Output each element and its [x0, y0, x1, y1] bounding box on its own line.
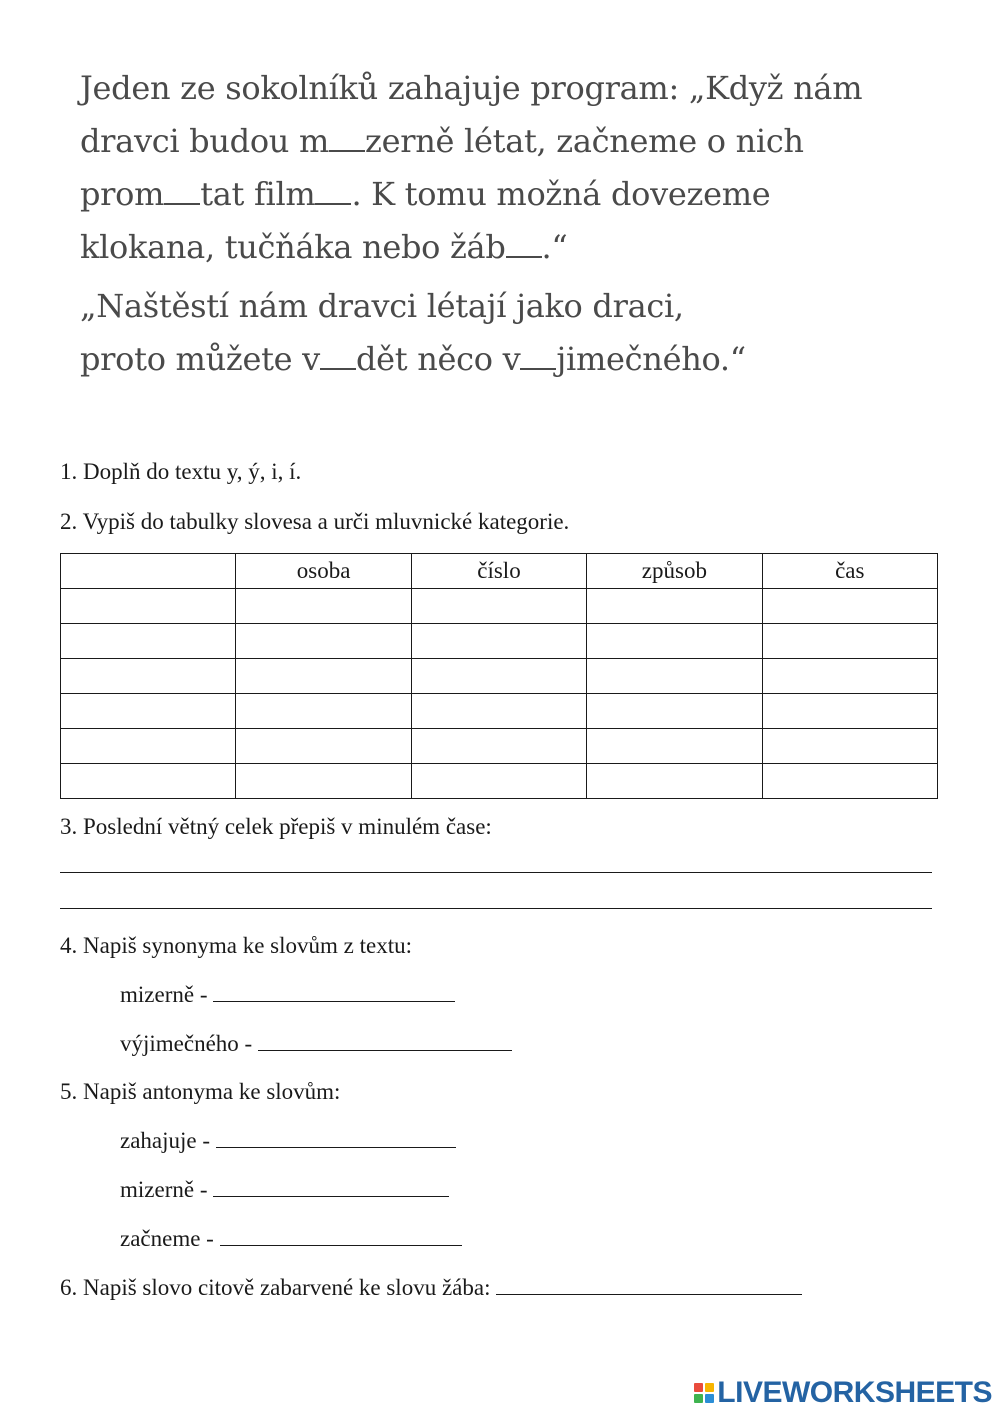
table-row: [61, 694, 938, 729]
table-cell[interactable]: [411, 764, 586, 799]
table-row: [61, 659, 938, 694]
table-cell[interactable]: [61, 624, 236, 659]
table-header-cislo: číslo: [411, 554, 586, 589]
table-header-zpusob: způsob: [587, 554, 762, 589]
answer-blank[interactable]: [213, 983, 455, 1002]
table-cell[interactable]: [411, 729, 586, 764]
table-cell[interactable]: [762, 694, 937, 729]
answer-line[interactable]: [60, 908, 932, 909]
table-row: [61, 764, 938, 799]
table-cell[interactable]: [587, 694, 762, 729]
task-6: [60, 1274, 802, 1302]
logo-square: [705, 1394, 714, 1403]
table-cell[interactable]: [61, 659, 236, 694]
logo-square: [694, 1383, 703, 1392]
table-cell[interactable]: [61, 729, 236, 764]
table-cell[interactable]: [587, 589, 762, 624]
passage-text: dět něco v: [355, 340, 521, 378]
verb-table: [60, 553, 938, 799]
table-cell[interactable]: [411, 589, 586, 624]
task-6-text: 6. Napiš slovo citově zabarvené ke slovu žába:: [60, 1275, 491, 1300]
table-cell[interactable]: [411, 694, 586, 729]
passage-text: jimečného.“: [556, 340, 746, 378]
passage-text: klokana, tučňáka nebo žáb: [80, 228, 506, 266]
passage-text: .“: [541, 228, 568, 266]
answer-blank[interactable]: [216, 1129, 456, 1148]
table-cell[interactable]: [61, 694, 236, 729]
table-cell[interactable]: [236, 589, 411, 624]
table-cell[interactable]: [762, 764, 937, 799]
fill-blank[interactable]: [315, 177, 351, 205]
fill-blank[interactable]: [329, 124, 365, 152]
synonym-word: mizerně -: [120, 982, 208, 1007]
table-header-cas: čas: [762, 554, 937, 589]
antonym-word: zahajuje -: [120, 1128, 211, 1153]
table-cell[interactable]: [762, 589, 937, 624]
fill-blank[interactable]: [320, 342, 356, 370]
table-cell[interactable]: [236, 624, 411, 659]
antonym-item: [120, 1225, 462, 1253]
table-header-osoba: osoba: [236, 554, 411, 589]
answer-blank[interactable]: [220, 1227, 462, 1246]
antonym-word: mizerně -: [120, 1177, 208, 1202]
table-cell[interactable]: [236, 729, 411, 764]
answer-blank[interactable]: [258, 1032, 512, 1051]
answer-blank[interactable]: [496, 1276, 802, 1295]
logo-square: [694, 1394, 703, 1403]
table-cell[interactable]: [762, 659, 937, 694]
fill-blank[interactable]: [520, 342, 556, 370]
logo-text: LIVEWORKSHEETS: [717, 1376, 992, 1409]
synonym-word: výjimečného -: [120, 1031, 253, 1056]
task-4: 4. Napiš synonyma ke slovům z textu:: [60, 933, 412, 958]
passage-paragraph-2: [80, 280, 960, 386]
table-header-row: [61, 554, 938, 589]
task-5: 5. Napiš antonyma ke slovům:: [60, 1079, 341, 1104]
table-cell[interactable]: [587, 624, 762, 659]
table-cell[interactable]: [411, 659, 586, 694]
table-cell[interactable]: [587, 764, 762, 799]
passage-paragraph-1: [80, 62, 960, 274]
synonym-item: [120, 1030, 512, 1058]
task-2: 2. Vypiš do tabulky slovesa a urči mluvnické kategorie.: [60, 509, 570, 534]
answer-blank[interactable]: [213, 1178, 449, 1197]
table-cell[interactable]: [587, 729, 762, 764]
liveworksheets-logo[interactable]: [694, 1377, 992, 1409]
passage-text: tat film: [200, 175, 316, 213]
passage-text: . K tomu možná dovezeme: [351, 175, 771, 213]
passage-text: dravci budou m: [80, 122, 330, 160]
synonym-item: [120, 981, 455, 1009]
task-1: 1. Doplň do textu y, ý, i, í.: [60, 459, 302, 484]
logo-square: [705, 1383, 714, 1392]
table-row: [61, 589, 938, 624]
table-cell[interactable]: [411, 624, 586, 659]
logo-mark-icon: [694, 1383, 714, 1403]
table-cell[interactable]: [236, 659, 411, 694]
antonym-item: [120, 1127, 456, 1155]
table-cell[interactable]: [762, 624, 937, 659]
table-row: [61, 624, 938, 659]
antonym-word: začneme -: [120, 1226, 214, 1251]
task-3: 3. Poslední větný celek přepiš v minulém čase:: [60, 814, 492, 839]
passage-line: Jeden ze sokolníků zahajuje program: „Když nám: [80, 69, 863, 107]
fill-blank[interactable]: [164, 177, 200, 205]
fill-blank[interactable]: [506, 230, 542, 258]
table-cell[interactable]: [61, 764, 236, 799]
table-cell[interactable]: [587, 659, 762, 694]
passage-text: prom: [80, 175, 165, 213]
passage-text: zerně létat, začneme o nich: [365, 122, 804, 160]
answer-line[interactable]: [60, 872, 932, 873]
reading-passage: [80, 62, 960, 386]
table-header-cell: [61, 554, 236, 589]
table-row: [61, 729, 938, 764]
table-cell[interactable]: [61, 589, 236, 624]
table-cell[interactable]: [236, 764, 411, 799]
table-cell[interactable]: [236, 694, 411, 729]
antonym-item: [120, 1176, 449, 1204]
passage-text: proto můžete v: [80, 340, 320, 378]
table-cell[interactable]: [762, 729, 937, 764]
passage-line: „Naštěstí nám dravci létají jako draci,: [80, 287, 684, 325]
